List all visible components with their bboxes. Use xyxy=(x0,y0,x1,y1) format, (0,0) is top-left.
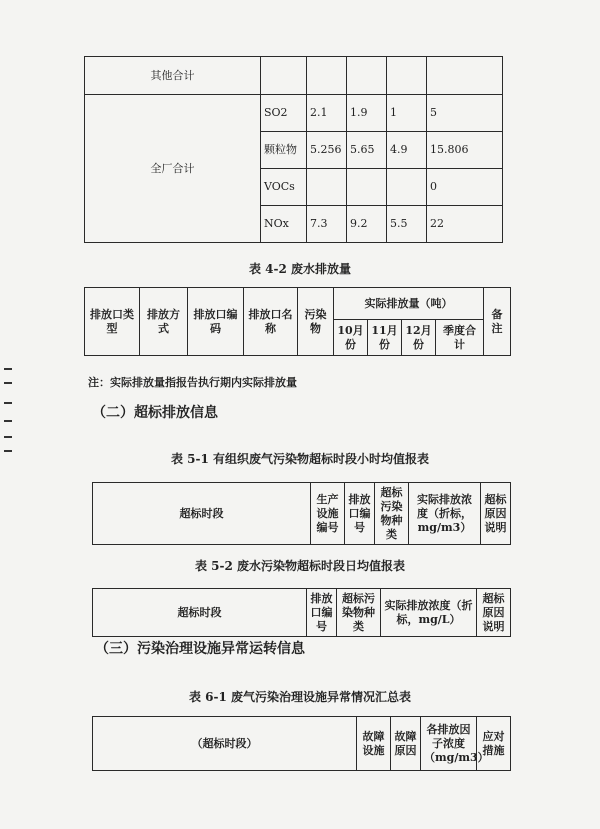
header-concentration: 实际排放浓度（折标，mg/L） xyxy=(381,589,477,637)
margin-mark xyxy=(4,436,12,438)
pollutant-cell: 颗粒物 xyxy=(261,132,307,169)
header-factor-concentration: 各排放因子浓度（mg/m3） xyxy=(421,717,477,771)
value-cell: 5.5 xyxy=(387,206,427,243)
header-month-11: 11月份 xyxy=(368,320,402,356)
header-pollutant-type: 超标污染物种类 xyxy=(337,589,381,637)
value-cell: 22 xyxy=(427,206,503,243)
margin-mark xyxy=(4,382,12,384)
margin-mark xyxy=(4,402,12,404)
row-label: 全厂合计 xyxy=(85,95,261,243)
table-cell xyxy=(347,57,387,95)
row-label: 其他合计 xyxy=(85,57,261,95)
value-cell: 1 xyxy=(387,95,427,132)
header-quarter: 季度合计 xyxy=(436,320,484,356)
header-measures: 应对措施 xyxy=(477,717,511,771)
header-outlet-code: 排放口编号 xyxy=(345,483,375,545)
header-outlet-type: 排放口类型 xyxy=(85,288,140,356)
table-cell xyxy=(427,57,503,95)
value-cell xyxy=(347,169,387,206)
table-row xyxy=(85,57,503,95)
header-fault-reason: 故障原因 xyxy=(391,717,421,771)
header-period: 超标时段 xyxy=(93,589,307,637)
value-cell: 2.1 xyxy=(307,95,347,132)
table-caption: 表 5-2 废水污染物超标时段日均值报表 xyxy=(194,559,406,573)
header-method: 排放方式 xyxy=(140,288,188,356)
value-cell xyxy=(307,169,347,206)
header-period: （超标时段） xyxy=(93,717,357,771)
header-pollutant: 污染物 xyxy=(298,288,334,356)
table-row xyxy=(85,95,503,132)
table-cell xyxy=(261,57,307,95)
header-period: 超标时段 xyxy=(93,483,311,545)
table-caption: 表 4-2 废水排放量 xyxy=(248,262,352,276)
header-concentration: 实际排放浓度（折标，mg/m3） xyxy=(409,483,481,545)
header-reason: 超标原因说明 xyxy=(477,589,511,637)
value-cell: 4.9 xyxy=(387,132,427,169)
header-month-10: 10月份 xyxy=(334,320,368,356)
exceedance-water-table xyxy=(92,588,511,637)
table-cell xyxy=(387,57,427,95)
value-cell xyxy=(387,169,427,206)
value-cell: 1.9 xyxy=(347,95,387,132)
header-outlet-name: 排放口名称 xyxy=(244,288,298,356)
table-caption: 表 6-1 废气污染治理设施异常情况汇总表 xyxy=(188,690,412,704)
header-actual: 实际排放量（吨） xyxy=(334,288,484,320)
header-reason: 超标原因说明 xyxy=(481,483,511,545)
pollutant-cell: SO2 xyxy=(261,95,307,132)
margin-mark xyxy=(4,420,12,422)
table-cell xyxy=(307,57,347,95)
value-cell: 0 xyxy=(427,169,503,206)
header-faulty-facility: 故障设施 xyxy=(357,717,391,771)
header-outlet-code: 排放口编号 xyxy=(307,589,337,637)
table-caption: 表 5-1 有组织废气污染物超标时段小时均值报表 xyxy=(170,452,430,466)
facility-abnormal-table xyxy=(92,716,511,771)
header-month-12: 12月份 xyxy=(402,320,436,356)
value-cell: 7.3 xyxy=(307,206,347,243)
section-heading: （三）污染治理设施异常运转信息 xyxy=(95,641,305,657)
header-outlet-code: 排放口编码 xyxy=(188,288,244,356)
header-remark: 备注 xyxy=(484,288,511,356)
value-cell: 15.806 xyxy=(427,132,503,169)
pollutant-cell: NOx xyxy=(261,206,307,243)
note-text: 注：实际排放量指报告执行期内实际排放量 xyxy=(88,376,297,389)
wastewater-table xyxy=(84,287,511,356)
value-cell: 5.256 xyxy=(307,132,347,169)
emissions-total-table xyxy=(84,56,503,243)
header-facility-code: 生产设施编号 xyxy=(311,483,345,545)
value-cell: 5.65 xyxy=(347,132,387,169)
value-cell: 9.2 xyxy=(347,206,387,243)
section-heading: （二）超标排放信息 xyxy=(92,405,218,421)
header-pollutant-type: 超标污染物种类 xyxy=(375,483,409,545)
value-cell: 5 xyxy=(427,95,503,132)
pollutant-cell: VOCs xyxy=(261,169,307,206)
exceedance-gas-table xyxy=(92,482,511,545)
margin-mark xyxy=(4,368,12,370)
